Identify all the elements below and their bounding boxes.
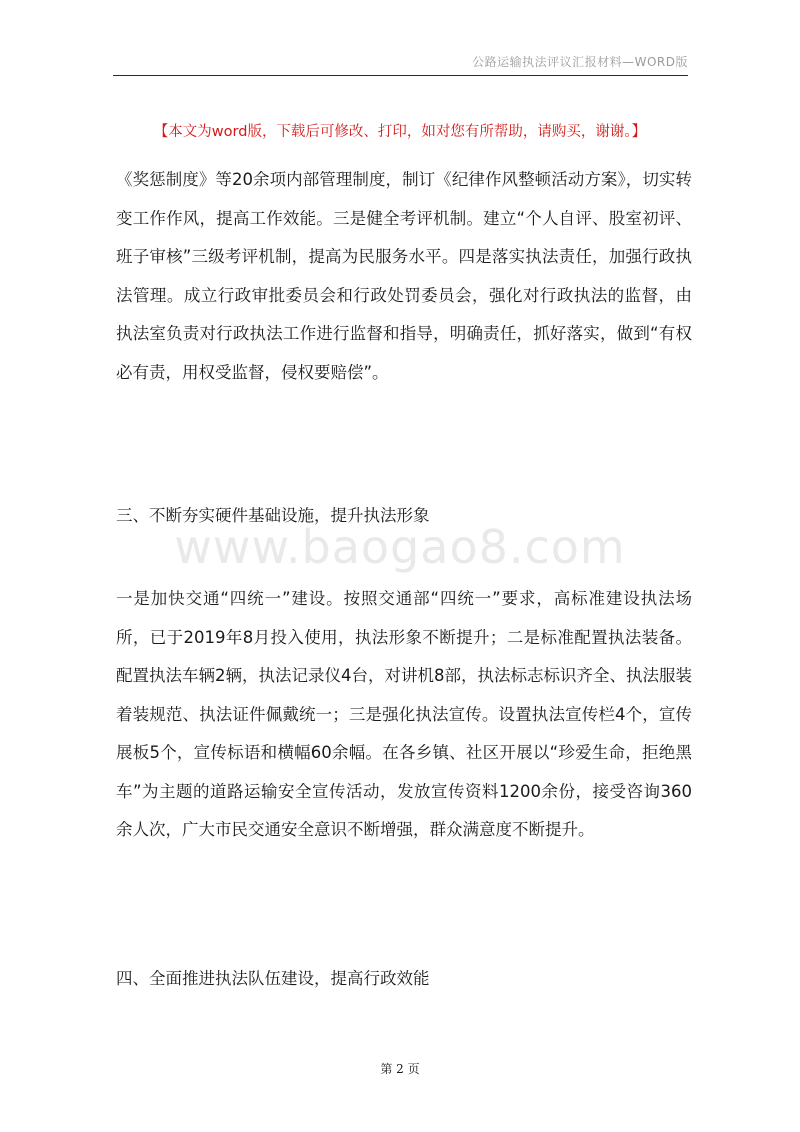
body-paragraph-2: 一是加快交通“四统一”建设。按照交通部“四统一”要求，高标准建设执法场所，已于2019年8月投入使用，执法形象不断提升；二是标准配置执法装备。配置执法车辆2辆，执法记录仪4台，对讲机8部，执法标志标识齐全、执法服装着装规范、执法证件佩戴统一；三是强化执法宣传。设置执法宣传栏4个，宣传展板5个，宣传标语和横幅60余幅。在各乡镇、社区开展以“珍爱生命，拒绝黑车”为主题的道路运输安全宣传活动，发放宣传资料1200余份，接受咨询360余人次，广大市民交通安全意识不断增强，群众满意度不断提升。 xyxy=(116,589,692,839)
body-paragraph-1: 《奖惩制度》等20余项内部管理制度，制订《纪律作风整顿活动方案》，切实转变工作作风，提高工作效能。三是健全考评机制。建立“个人自评、股室初评、班子审核”三级考评机制，提高为民服务水平。四是落实执法责任，加强行政执法管理。成立行政审批委员会和行政处罚委员会，强化对行政执法的监督，由执法室负责对行政执法工作进行监督和指导，明确责任，抓好落实，做到“有权必有责，用权受监督，侵权要赔偿”。 xyxy=(116,170,692,382)
download-notice: 【本文为word版，下载后可修改、打印，如对您有所帮助，请购买，谢谢。】 xyxy=(153,124,647,140)
section-heading-4: 四、全面推进执法队伍建设，提高行政效能 xyxy=(116,969,430,988)
section-heading-3: 三、不断夯实硬件基础设施，提升执法形象 xyxy=(116,506,430,525)
document-header-title: 公路运输执法评议汇报材料—WORD版 xyxy=(472,55,688,69)
watermark: www.baogao8.com xyxy=(174,520,626,574)
header-divider xyxy=(113,75,688,76)
page-number: 第 2 页 xyxy=(380,1062,420,1076)
